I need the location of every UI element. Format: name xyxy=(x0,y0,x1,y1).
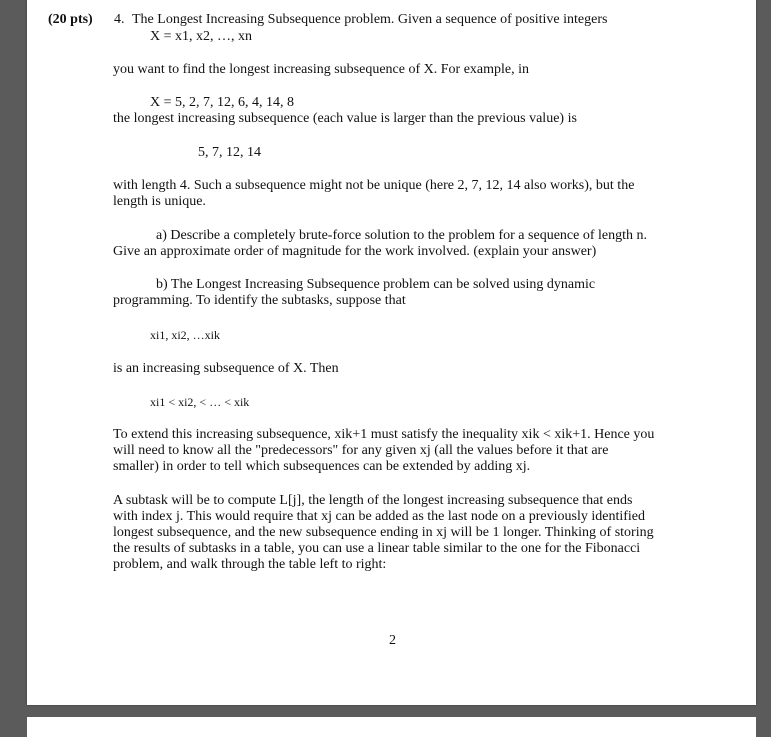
part-a-line1: a) Describe a completely brute-force solution to the problem for a sequence of length n. xyxy=(156,228,647,243)
page-number: 2 xyxy=(389,633,396,648)
subtask-paragraph-line2: with index j. This would require that xj can be added as the last node on a previously identified xyxy=(113,509,645,524)
question-number: 4. xyxy=(114,12,125,27)
subsequence-expression: xi1, xi2, …xik xyxy=(150,328,221,342)
sequence-definition: X = x1, x2, …, xn xyxy=(150,29,253,44)
question-title: The Longest Increasing Subsequence problem. Given a sequence of positive integers xyxy=(132,12,608,27)
extend-paragraph-line2: will need to know all the "predecessors" for any given xj (all the values before it that are xyxy=(113,443,609,458)
part-b-line1: b) The Longest Increasing Subsequence problem can be solved using dynamic xyxy=(156,277,596,292)
length-paragraph-line1: with length 4. Such a subsequence might not be unique (here 2, 7, 12, 14 also works), but the xyxy=(113,178,635,193)
next-page-edge xyxy=(27,717,756,737)
example-sequence: X = 5, 2, 7, 12, 6, 4, 14, 8 xyxy=(150,95,295,110)
document-page xyxy=(27,0,756,705)
subtask-paragraph-line4: the results of subtasks in a table, you can use a linear table similar to the one for the Fibonacci xyxy=(113,541,641,556)
subtask-paragraph-line3: longest subsequence, and the new subsequence ending in xj will be 1 longer. Thinking of storing xyxy=(113,525,654,540)
subtask-paragraph-line1: A subtask will be to compute L[j], the length of the longest increasing subsequence that ends xyxy=(113,493,633,508)
points-label: (20 pts) xyxy=(48,12,93,27)
intro-paragraph: you want to find the longest increasing subsequence of X. For example, in xyxy=(113,62,530,77)
subtask-paragraph-line5: problem, and walk through the table left to right: xyxy=(113,557,387,572)
part-a-line2: Give an approximate order of magnitude for the work involved. (explain your answer) xyxy=(113,244,597,259)
inequality-expression: xi1 < xi2, < … < xik xyxy=(150,395,250,409)
example-lis: 5, 7, 12, 14 xyxy=(198,145,261,160)
length-paragraph-line2: length is unique. xyxy=(113,194,206,209)
extend-paragraph-line1: To extend this increasing subsequence, xik+1 must satisfy the inequality xik < xik+1. Hence you xyxy=(113,427,655,442)
extend-paragraph-line3: smaller) in order to tell which subsequences can be extended by adding xj. xyxy=(113,459,531,474)
part-b-line2: programming. To identify the subtasks, suppose that xyxy=(113,293,406,308)
increasing-paragraph: is an increasing subsequence of X. Then xyxy=(113,361,339,376)
example-paragraph: the longest increasing subsequence (each value is larger than the previous value) is xyxy=(113,111,577,126)
